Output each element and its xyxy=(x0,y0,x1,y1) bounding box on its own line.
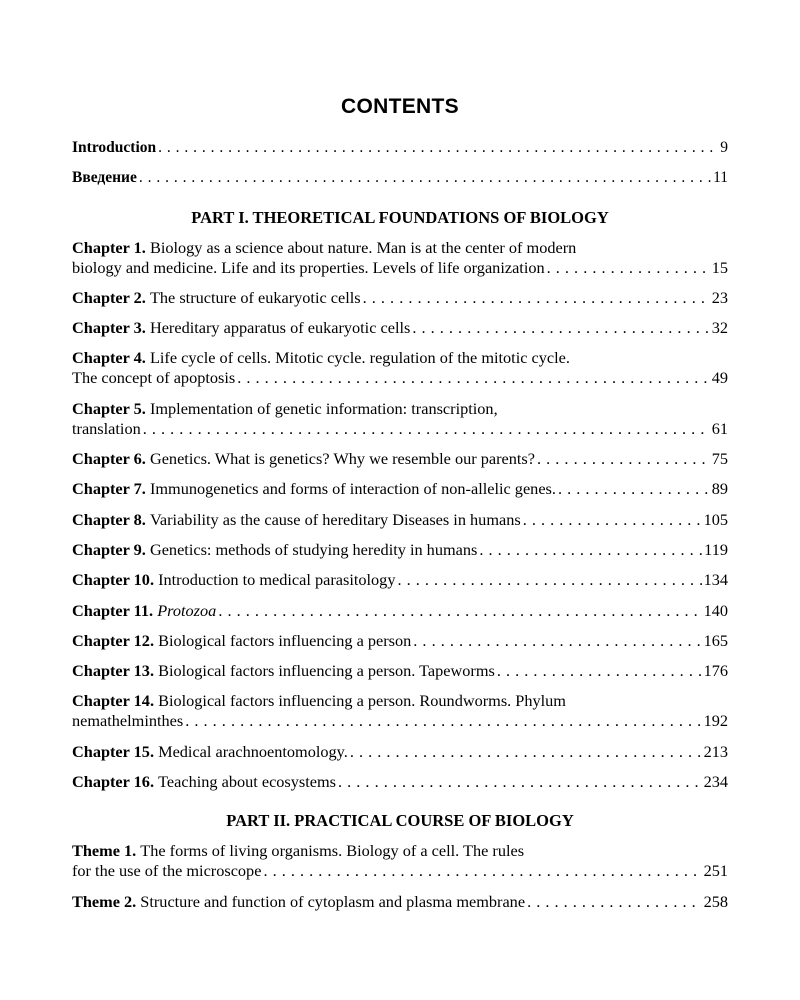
entry-number: Theme 2. xyxy=(72,891,137,911)
leader-dots xyxy=(139,168,711,188)
page-number: 192 xyxy=(703,711,728,731)
page-number: 75 xyxy=(711,449,728,469)
toc-entry-chapter-5[interactable] xyxy=(72,399,728,439)
toc-list xyxy=(72,138,728,922)
leader-dots xyxy=(350,742,702,762)
contents-page xyxy=(72,95,728,922)
leader-dots xyxy=(497,661,702,681)
entry-number: Chapter 3. xyxy=(72,318,146,338)
toc-entry-chapter-2[interactable] xyxy=(72,288,728,308)
entry-title: nemathelminthes xyxy=(72,711,184,731)
entry-title: for the use of the microscope xyxy=(72,861,262,881)
page-number: 213 xyxy=(703,741,728,761)
toc-entry-chapter-7[interactable] xyxy=(72,479,728,499)
page-number: 61 xyxy=(711,418,728,438)
entry-title: Introduction to medical parasitology xyxy=(158,570,396,590)
entry-number: Chapter 16. xyxy=(72,772,155,792)
entry-title: Hereditary apparatus of eukaryotic cells xyxy=(149,318,411,338)
leader-dots xyxy=(143,419,710,439)
part-heading: PART II. PRACTICAL COURSE OF BIOLOGY xyxy=(226,811,574,831)
toc-entry-introduction[interactable] xyxy=(72,138,728,158)
page-number: 9 xyxy=(720,139,728,156)
entry-number: Chapter 4. xyxy=(72,348,146,368)
entry-title: The concept of apoptosis xyxy=(72,368,236,388)
entry-title: Medical arachnoentomology. xyxy=(158,741,348,761)
toc-entry-chapter-10[interactable] xyxy=(72,570,728,590)
entry-title-line1: Implementation of genetic information: transcription, xyxy=(149,398,498,418)
leader-dots xyxy=(537,449,710,469)
leader-dots xyxy=(237,368,710,388)
entry-number: Chapter 1. xyxy=(72,237,146,257)
page-number: 15 xyxy=(711,257,728,277)
toc-entry-chapter-14[interactable] xyxy=(72,691,728,731)
entry-number: Chapter 13. xyxy=(72,661,155,681)
toc-entry-chapter-4[interactable] xyxy=(72,348,728,388)
page-title: CONTENTS xyxy=(341,95,459,118)
entry-title-line1: Biological factors influencing a person. Roundworms. Phylum xyxy=(158,691,566,711)
toc-entry-chapter-15[interactable] xyxy=(72,742,728,762)
page-number: 32 xyxy=(711,318,728,338)
entry-number: Chapter 12. xyxy=(72,630,155,650)
leader-dots xyxy=(413,631,701,651)
toc-entry-chapter-8[interactable] xyxy=(72,510,728,530)
entry-title: Biological factors influencing a person xyxy=(158,630,412,650)
part-heading: PART I. THEORETICAL FOUNDATIONS OF BIOLOGY xyxy=(191,207,609,227)
toc-entry-theme-1[interactable] xyxy=(72,841,728,881)
toc-entry-theme-2[interactable] xyxy=(72,892,728,912)
leader-dots xyxy=(397,570,701,590)
toc-entry-chapter-16[interactable] xyxy=(72,772,728,792)
page-number: 176 xyxy=(703,661,728,681)
page-number: 23 xyxy=(711,287,728,307)
page-number: 258 xyxy=(703,891,728,911)
page-number: 251 xyxy=(703,861,728,881)
entry-title: translation xyxy=(72,418,141,438)
entry-title: biology and medicine. Life and its properties. Levels of life organization xyxy=(72,257,545,277)
entry-number: Chapter 14. xyxy=(72,691,155,711)
entry-number: Theme 1. xyxy=(72,841,137,861)
toc-entry-chapter-3[interactable] xyxy=(72,318,728,338)
toc-entry-chapter-9[interactable] xyxy=(72,540,728,560)
entry-label: Введение xyxy=(72,169,137,187)
toc-entry-vvedenie[interactable] xyxy=(72,168,728,188)
entry-number: Chapter 10. xyxy=(72,570,155,590)
entry-title: Genetics. What is genetics? Why we resemble our parents? xyxy=(149,449,535,469)
entry-title: Immunogenetics and forms of interaction of non-allelic genes. xyxy=(149,479,556,499)
entry-title-line1: The forms of living organisms. Biology of a cell. The rules xyxy=(140,841,525,861)
entry-label: Introduction xyxy=(72,139,157,156)
leader-dots xyxy=(558,479,710,499)
entry-number: Chapter 5. xyxy=(72,398,146,418)
toc-entry-chapter-1[interactable] xyxy=(72,238,728,278)
entry-number: Chapter 11. xyxy=(72,600,154,620)
leader-dots xyxy=(263,861,701,881)
entry-title: Variability as the cause of hereditary Diseases in humans xyxy=(149,509,521,529)
entry-title: Genetics: methods of studying heredity in humans xyxy=(149,539,478,559)
entry-number: Chapter 7. xyxy=(72,479,146,499)
leader-dots xyxy=(185,711,701,731)
page-number: 11 xyxy=(713,169,728,187)
leader-dots xyxy=(527,892,702,912)
page-number: 134 xyxy=(703,570,728,590)
page-number: 140 xyxy=(703,600,728,620)
entry-title: Structure and function of cytoplasm and plasma membrane xyxy=(140,891,526,911)
entry-title: The structure of eukaryotic cells xyxy=(149,287,361,307)
entry-number: Chapter 2. xyxy=(72,287,146,307)
page-number: 49 xyxy=(711,368,728,388)
leader-dots xyxy=(523,510,702,530)
entry-title-line1: Biology as a science about nature. Man is at the center of modern xyxy=(149,237,577,257)
entry-title: Teaching about ecosystems xyxy=(158,772,336,792)
entry-number: Chapter 15. xyxy=(72,741,155,761)
entry-title-line1: Life cycle of cells. Mitotic cycle. regulation of the mitotic cycle. xyxy=(149,348,570,368)
leader-dots xyxy=(338,772,702,792)
entry-title: Biological factors influencing a person. Tapeworms xyxy=(158,661,495,681)
leader-dots xyxy=(412,318,709,338)
page-number: 105 xyxy=(703,509,728,529)
entry-number: Chapter 6. xyxy=(72,449,146,469)
entry-number: Chapter 8. xyxy=(72,509,146,529)
toc-entry-chapter-6[interactable] xyxy=(72,449,728,469)
toc-entry-chapter-12[interactable] xyxy=(72,631,728,651)
page-number: 234 xyxy=(703,772,728,792)
leader-dots xyxy=(479,540,702,560)
page-number: 119 xyxy=(704,539,728,559)
leader-dots xyxy=(547,258,710,278)
toc-entry-chapter-13[interactable] xyxy=(72,661,728,681)
page-number: 89 xyxy=(711,479,728,499)
toc-entry-chapter-11[interactable] xyxy=(72,601,728,621)
leader-dots xyxy=(158,138,718,158)
leader-dots xyxy=(218,601,701,621)
entry-title: Protozoa xyxy=(157,600,217,620)
entry-number: Chapter 9. xyxy=(72,539,146,559)
leader-dots xyxy=(363,288,710,308)
page-number: 165 xyxy=(703,630,728,650)
